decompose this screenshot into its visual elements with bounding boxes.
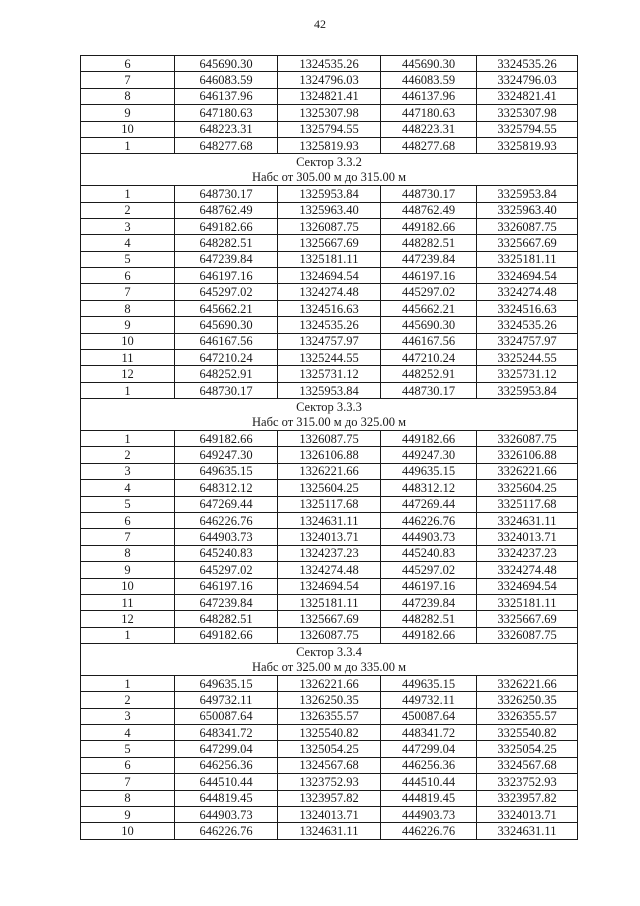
sector-title: Сектор 3.3.2 bbox=[81, 154, 578, 170]
x-msk-cell: 648312.12 bbox=[175, 480, 278, 496]
point-number-cell: 2 bbox=[81, 447, 175, 463]
point-number-cell: 3 bbox=[81, 708, 175, 724]
x-msk-cell: 648341.72 bbox=[175, 725, 278, 741]
x-msk-cell: 649635.15 bbox=[175, 463, 278, 479]
y-local-cell: 3324274.48 bbox=[477, 562, 578, 578]
sector-title: Сектор 3.3.3 bbox=[81, 399, 578, 415]
point-number-cell: 6 bbox=[81, 757, 175, 773]
y-msk-cell: 1323752.93 bbox=[278, 774, 381, 790]
table-row bbox=[81, 268, 578, 284]
sector-header-row bbox=[81, 154, 578, 170]
x-msk-cell: 649182.66 bbox=[175, 218, 278, 234]
x-local-cell: 445297.02 bbox=[381, 284, 477, 300]
point-number-cell: 8 bbox=[81, 300, 175, 316]
x-msk-cell: 645240.83 bbox=[175, 545, 278, 561]
x-local-cell: 447180.63 bbox=[381, 105, 477, 121]
point-number-cell: 9 bbox=[81, 806, 175, 822]
sector-header-row bbox=[81, 644, 578, 660]
y-local-cell: 3325819.93 bbox=[477, 137, 578, 153]
point-number-cell: 10 bbox=[81, 578, 175, 594]
y-msk-cell: 1324013.71 bbox=[278, 529, 381, 545]
table-row bbox=[81, 202, 578, 218]
y-local-cell: 3324796.03 bbox=[477, 72, 578, 88]
y-msk-cell: 1324237.23 bbox=[278, 545, 381, 561]
x-local-cell: 446197.16 bbox=[381, 578, 477, 594]
table-row bbox=[81, 72, 578, 88]
x-msk-cell: 648282.51 bbox=[175, 611, 278, 627]
y-msk-cell: 1325117.68 bbox=[278, 496, 381, 512]
y-local-cell: 3324274.48 bbox=[477, 284, 578, 300]
x-msk-cell: 646083.59 bbox=[175, 72, 278, 88]
table-row bbox=[81, 578, 578, 594]
table-row bbox=[81, 757, 578, 773]
table-row bbox=[81, 251, 578, 267]
y-msk-cell: 1325307.98 bbox=[278, 105, 381, 121]
table-row bbox=[81, 725, 578, 741]
x-msk-cell: 646197.16 bbox=[175, 268, 278, 284]
x-local-cell: 449635.15 bbox=[381, 675, 477, 691]
x-msk-cell: 649182.66 bbox=[175, 430, 278, 446]
table-row bbox=[81, 675, 578, 691]
sector-range-row bbox=[81, 415, 578, 431]
table-row bbox=[81, 611, 578, 627]
y-local-cell: 3324694.54 bbox=[477, 268, 578, 284]
y-local-cell: 3324013.71 bbox=[477, 806, 578, 822]
x-local-cell: 448762.49 bbox=[381, 202, 477, 218]
point-number-cell: 12 bbox=[81, 366, 175, 382]
point-number-cell: 1 bbox=[81, 137, 175, 153]
point-number-cell: 1 bbox=[81, 430, 175, 446]
table-row bbox=[81, 594, 578, 610]
y-msk-cell: 1325604.25 bbox=[278, 480, 381, 496]
y-msk-cell: 1325181.11 bbox=[278, 594, 381, 610]
y-msk-cell: 1325953.84 bbox=[278, 382, 381, 398]
table-row bbox=[81, 529, 578, 545]
point-number-cell: 1 bbox=[81, 675, 175, 691]
y-local-cell: 3324535.26 bbox=[477, 317, 578, 333]
table-row bbox=[81, 186, 578, 202]
x-local-cell: 445662.21 bbox=[381, 300, 477, 316]
point-number-cell: 11 bbox=[81, 594, 175, 610]
table-row bbox=[81, 708, 578, 724]
point-number-cell: 6 bbox=[81, 268, 175, 284]
table-row bbox=[81, 430, 578, 446]
table-row bbox=[81, 333, 578, 349]
y-msk-cell: 1325667.69 bbox=[278, 611, 381, 627]
x-local-cell: 446167.56 bbox=[381, 333, 477, 349]
point-number-cell: 1 bbox=[81, 627, 175, 643]
x-local-cell: 448252.91 bbox=[381, 366, 477, 382]
coordinates-table-body bbox=[81, 56, 578, 840]
point-number-cell: 9 bbox=[81, 317, 175, 333]
x-msk-cell: 646197.16 bbox=[175, 578, 278, 594]
point-number-cell: 7 bbox=[81, 529, 175, 545]
y-msk-cell: 1324694.54 bbox=[278, 578, 381, 594]
point-number-cell: 10 bbox=[81, 333, 175, 349]
table-row bbox=[81, 627, 578, 643]
x-msk-cell: 648282.51 bbox=[175, 235, 278, 251]
point-number-cell: 6 bbox=[81, 512, 175, 528]
y-local-cell: 3324631.11 bbox=[477, 512, 578, 528]
y-msk-cell: 1324631.11 bbox=[278, 823, 381, 839]
point-number-cell: 4 bbox=[81, 725, 175, 741]
x-msk-cell: 649635.15 bbox=[175, 675, 278, 691]
x-local-cell: 448282.51 bbox=[381, 235, 477, 251]
y-local-cell: 3325963.40 bbox=[477, 202, 578, 218]
table-row bbox=[81, 496, 578, 512]
y-local-cell: 3323752.93 bbox=[477, 774, 578, 790]
y-local-cell: 3325953.84 bbox=[477, 382, 578, 398]
x-msk-cell: 647269.44 bbox=[175, 496, 278, 512]
y-msk-cell: 1324631.11 bbox=[278, 512, 381, 528]
table-row bbox=[81, 823, 578, 839]
y-local-cell: 3324013.71 bbox=[477, 529, 578, 545]
point-number-cell: 6 bbox=[81, 56, 175, 72]
y-msk-cell: 1324274.48 bbox=[278, 562, 381, 578]
x-local-cell: 447299.04 bbox=[381, 741, 477, 757]
table-row bbox=[81, 350, 578, 366]
x-local-cell: 449182.66 bbox=[381, 218, 477, 234]
x-msk-cell: 649247.30 bbox=[175, 447, 278, 463]
y-local-cell: 3326106.88 bbox=[477, 447, 578, 463]
x-local-cell: 447210.24 bbox=[381, 350, 477, 366]
x-local-cell: 445690.30 bbox=[381, 56, 477, 72]
x-msk-cell: 649182.66 bbox=[175, 627, 278, 643]
y-local-cell: 3325953.84 bbox=[477, 186, 578, 202]
y-msk-cell: 1324796.03 bbox=[278, 72, 381, 88]
y-msk-cell: 1325963.40 bbox=[278, 202, 381, 218]
y-local-cell: 3324821.41 bbox=[477, 88, 578, 104]
y-msk-cell: 1325794.55 bbox=[278, 121, 381, 137]
x-local-cell: 448223.31 bbox=[381, 121, 477, 137]
table-row bbox=[81, 300, 578, 316]
table-row bbox=[81, 806, 578, 822]
x-msk-cell: 644510.44 bbox=[175, 774, 278, 790]
x-local-cell: 446197.16 bbox=[381, 268, 477, 284]
x-msk-cell: 647299.04 bbox=[175, 741, 278, 757]
point-number-cell: 8 bbox=[81, 88, 175, 104]
x-msk-cell: 644903.73 bbox=[175, 529, 278, 545]
point-number-cell: 4 bbox=[81, 235, 175, 251]
y-local-cell: 3325054.25 bbox=[477, 741, 578, 757]
table-row bbox=[81, 562, 578, 578]
point-number-cell: 3 bbox=[81, 463, 175, 479]
y-msk-cell: 1325953.84 bbox=[278, 186, 381, 202]
x-msk-cell: 647210.24 bbox=[175, 350, 278, 366]
table-row bbox=[81, 56, 578, 72]
y-msk-cell: 1325667.69 bbox=[278, 235, 381, 251]
y-msk-cell: 1325054.25 bbox=[278, 741, 381, 757]
table-row bbox=[81, 741, 578, 757]
y-local-cell: 3324631.11 bbox=[477, 823, 578, 839]
table-row bbox=[81, 137, 578, 153]
table-row bbox=[81, 218, 578, 234]
x-local-cell: 449182.66 bbox=[381, 430, 477, 446]
x-local-cell: 448341.72 bbox=[381, 725, 477, 741]
point-number-cell: 2 bbox=[81, 692, 175, 708]
x-local-cell: 449635.15 bbox=[381, 463, 477, 479]
sector-range-row bbox=[81, 170, 578, 186]
y-local-cell: 3324535.26 bbox=[477, 56, 578, 72]
x-local-cell: 448277.68 bbox=[381, 137, 477, 153]
x-msk-cell: 645690.30 bbox=[175, 317, 278, 333]
sector-header-row bbox=[81, 399, 578, 415]
y-local-cell: 3325667.69 bbox=[477, 611, 578, 627]
table-row bbox=[81, 447, 578, 463]
x-local-cell: 446226.76 bbox=[381, 512, 477, 528]
point-number-cell: 7 bbox=[81, 774, 175, 790]
x-msk-cell: 646226.76 bbox=[175, 823, 278, 839]
x-msk-cell: 645690.30 bbox=[175, 56, 278, 72]
y-local-cell: 3326250.35 bbox=[477, 692, 578, 708]
x-local-cell: 446226.76 bbox=[381, 823, 477, 839]
table-row bbox=[81, 105, 578, 121]
point-number-cell: 7 bbox=[81, 72, 175, 88]
y-msk-cell: 1325731.12 bbox=[278, 366, 381, 382]
y-local-cell: 3326355.57 bbox=[477, 708, 578, 724]
y-local-cell: 3326221.66 bbox=[477, 675, 578, 691]
point-number-cell: 9 bbox=[81, 105, 175, 121]
sector-title: Сектор 3.3.4 bbox=[81, 644, 578, 660]
table-row bbox=[81, 382, 578, 398]
y-local-cell: 3326087.75 bbox=[477, 430, 578, 446]
sector-range-row bbox=[81, 659, 578, 675]
y-local-cell: 3325181.11 bbox=[477, 594, 578, 610]
point-number-cell: 5 bbox=[81, 251, 175, 267]
y-local-cell: 3324516.63 bbox=[477, 300, 578, 316]
table-row bbox=[81, 284, 578, 300]
x-local-cell: 444903.73 bbox=[381, 529, 477, 545]
y-msk-cell: 1326087.75 bbox=[278, 218, 381, 234]
x-local-cell: 444510.44 bbox=[381, 774, 477, 790]
table-row bbox=[81, 774, 578, 790]
y-msk-cell: 1325244.55 bbox=[278, 350, 381, 366]
table-row bbox=[81, 692, 578, 708]
y-msk-cell: 1324013.71 bbox=[278, 806, 381, 822]
x-local-cell: 446137.96 bbox=[381, 88, 477, 104]
x-local-cell: 448730.17 bbox=[381, 186, 477, 202]
x-msk-cell: 648730.17 bbox=[175, 382, 278, 398]
table-row bbox=[81, 121, 578, 137]
y-local-cell: 3325794.55 bbox=[477, 121, 578, 137]
table-row bbox=[81, 366, 578, 382]
y-msk-cell: 1324535.26 bbox=[278, 56, 381, 72]
point-number-cell: 4 bbox=[81, 480, 175, 496]
point-number-cell: 10 bbox=[81, 823, 175, 839]
y-msk-cell: 1323957.82 bbox=[278, 790, 381, 806]
point-number-cell: 3 bbox=[81, 218, 175, 234]
x-msk-cell: 648730.17 bbox=[175, 186, 278, 202]
x-local-cell: 447239.84 bbox=[381, 594, 477, 610]
y-msk-cell: 1326087.75 bbox=[278, 627, 381, 643]
x-local-cell: 446083.59 bbox=[381, 72, 477, 88]
x-msk-cell: 645297.02 bbox=[175, 284, 278, 300]
sector-height-range: Набс от 325.00 м до 335.00 м bbox=[81, 659, 578, 675]
point-number-cell: 8 bbox=[81, 545, 175, 561]
x-local-cell: 448730.17 bbox=[381, 382, 477, 398]
x-local-cell: 448312.12 bbox=[381, 480, 477, 496]
x-msk-cell: 650087.64 bbox=[175, 708, 278, 724]
table-row bbox=[81, 235, 578, 251]
y-local-cell: 3326087.75 bbox=[477, 627, 578, 643]
y-local-cell: 3326087.75 bbox=[477, 218, 578, 234]
y-msk-cell: 1326087.75 bbox=[278, 430, 381, 446]
x-msk-cell: 645297.02 bbox=[175, 562, 278, 578]
y-msk-cell: 1325540.82 bbox=[278, 725, 381, 741]
y-local-cell: 3325244.55 bbox=[477, 350, 578, 366]
x-local-cell: 444903.73 bbox=[381, 806, 477, 822]
point-number-cell: 5 bbox=[81, 741, 175, 757]
x-msk-cell: 646256.36 bbox=[175, 757, 278, 773]
y-msk-cell: 1326355.57 bbox=[278, 708, 381, 724]
table-row bbox=[81, 317, 578, 333]
x-local-cell: 449182.66 bbox=[381, 627, 477, 643]
y-local-cell: 3326221.66 bbox=[477, 463, 578, 479]
y-local-cell: 3324757.97 bbox=[477, 333, 578, 349]
y-local-cell: 3325117.68 bbox=[477, 496, 578, 512]
point-number-cell: 7 bbox=[81, 284, 175, 300]
x-local-cell: 449732.11 bbox=[381, 692, 477, 708]
y-msk-cell: 1324516.63 bbox=[278, 300, 381, 316]
y-msk-cell: 1326221.66 bbox=[278, 675, 381, 691]
x-local-cell: 444819.45 bbox=[381, 790, 477, 806]
x-local-cell: 445690.30 bbox=[381, 317, 477, 333]
point-number-cell: 11 bbox=[81, 350, 175, 366]
y-local-cell: 3325731.12 bbox=[477, 366, 578, 382]
page-number: 42 bbox=[314, 17, 326, 31]
x-msk-cell: 649732.11 bbox=[175, 692, 278, 708]
x-msk-cell: 648762.49 bbox=[175, 202, 278, 218]
y-msk-cell: 1324567.68 bbox=[278, 757, 381, 773]
x-msk-cell: 647239.84 bbox=[175, 594, 278, 610]
point-number-cell: 1 bbox=[81, 382, 175, 398]
y-local-cell: 3325540.82 bbox=[477, 725, 578, 741]
y-msk-cell: 1324757.97 bbox=[278, 333, 381, 349]
x-msk-cell: 648223.31 bbox=[175, 121, 278, 137]
y-local-cell: 3324567.68 bbox=[477, 757, 578, 773]
y-local-cell: 3324237.23 bbox=[477, 545, 578, 561]
table-row bbox=[81, 545, 578, 561]
x-msk-cell: 647239.84 bbox=[175, 251, 278, 267]
y-msk-cell: 1326250.35 bbox=[278, 692, 381, 708]
x-msk-cell: 648277.68 bbox=[175, 137, 278, 153]
y-msk-cell: 1325819.93 bbox=[278, 137, 381, 153]
x-local-cell: 446256.36 bbox=[381, 757, 477, 773]
x-msk-cell: 644819.45 bbox=[175, 790, 278, 806]
x-msk-cell: 645662.21 bbox=[175, 300, 278, 316]
y-local-cell: 3325604.25 bbox=[477, 480, 578, 496]
x-local-cell: 449247.30 bbox=[381, 447, 477, 463]
y-msk-cell: 1324694.54 bbox=[278, 268, 381, 284]
y-msk-cell: 1326221.66 bbox=[278, 463, 381, 479]
x-msk-cell: 647180.63 bbox=[175, 105, 278, 121]
sector-height-range: Набс от 315.00 м до 325.00 м bbox=[81, 415, 578, 431]
point-number-cell: 1 bbox=[81, 186, 175, 202]
y-local-cell: 3325667.69 bbox=[477, 235, 578, 251]
table-row bbox=[81, 88, 578, 104]
sector-height-range: Набс от 305.00 м до 315.00 м bbox=[81, 170, 578, 186]
point-number-cell: 12 bbox=[81, 611, 175, 627]
y-local-cell: 3324694.54 bbox=[477, 578, 578, 594]
y-msk-cell: 1325181.11 bbox=[278, 251, 381, 267]
x-local-cell: 445297.02 bbox=[381, 562, 477, 578]
x-local-cell: 450087.64 bbox=[381, 708, 477, 724]
point-number-cell: 10 bbox=[81, 121, 175, 137]
x-local-cell: 445240.83 bbox=[381, 545, 477, 561]
y-local-cell: 3325181.11 bbox=[477, 251, 578, 267]
x-local-cell: 447269.44 bbox=[381, 496, 477, 512]
coordinates-table bbox=[80, 55, 578, 840]
y-local-cell: 3325307.98 bbox=[477, 105, 578, 121]
y-msk-cell: 1324535.26 bbox=[278, 317, 381, 333]
point-number-cell: 2 bbox=[81, 202, 175, 218]
point-number-cell: 5 bbox=[81, 496, 175, 512]
table-row bbox=[81, 463, 578, 479]
y-msk-cell: 1324821.41 bbox=[278, 88, 381, 104]
x-msk-cell: 644903.73 bbox=[175, 806, 278, 822]
x-msk-cell: 646226.76 bbox=[175, 512, 278, 528]
x-local-cell: 447239.84 bbox=[381, 251, 477, 267]
point-number-cell: 9 bbox=[81, 562, 175, 578]
x-msk-cell: 648252.91 bbox=[175, 366, 278, 382]
x-local-cell: 448282.51 bbox=[381, 611, 477, 627]
y-local-cell: 3323957.82 bbox=[477, 790, 578, 806]
x-msk-cell: 646137.96 bbox=[175, 88, 278, 104]
table-row bbox=[81, 480, 578, 496]
table-row bbox=[81, 790, 578, 806]
y-msk-cell: 1324274.48 bbox=[278, 284, 381, 300]
point-number-cell: 8 bbox=[81, 790, 175, 806]
y-msk-cell: 1326106.88 bbox=[278, 447, 381, 463]
table-row bbox=[81, 512, 578, 528]
x-msk-cell: 646167.56 bbox=[175, 333, 278, 349]
